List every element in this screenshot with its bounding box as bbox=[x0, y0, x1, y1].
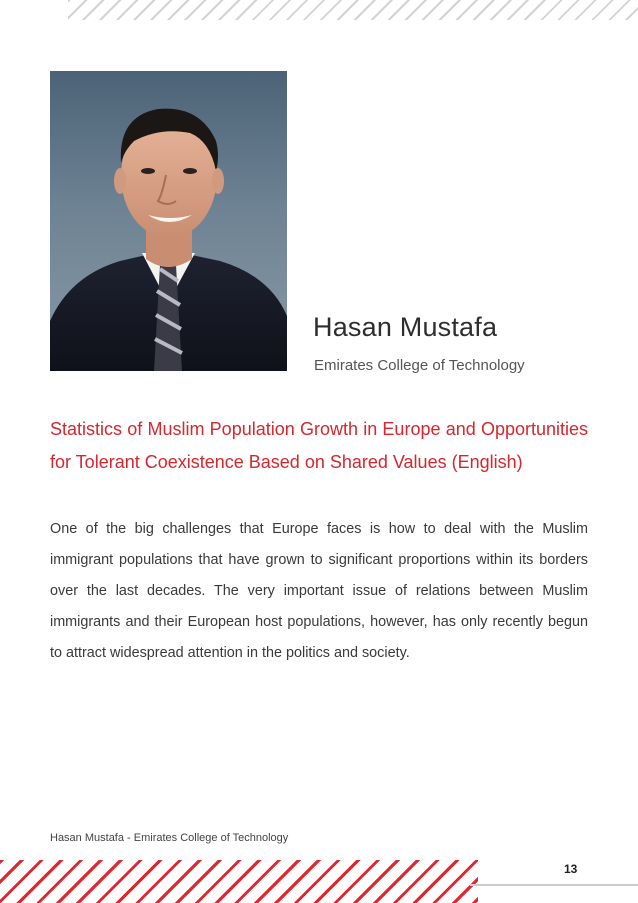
page-number: 13 bbox=[564, 862, 578, 876]
running-footer: Hasan Mustafa - Emirates College of Technology bbox=[50, 832, 289, 844]
talk-abstract: One of the big challenges that Europe faces is how to deal with the Muslim immigrant populations that have grown to significant proportions within its borders over the last decades. The very important issue of relations between Muslim immigrants and their European host populations, however, has only recently begun to attract widespread attention in the politics and society. bbox=[50, 521, 588, 661]
speaker-name: Hasan Mustafa bbox=[313, 312, 498, 342]
bottom-divider bbox=[470, 884, 638, 886]
speaker-portrait bbox=[50, 71, 287, 371]
speaker-affiliation: Emirates College of Technology bbox=[314, 357, 525, 374]
top-decorative-stripes bbox=[68, 0, 638, 20]
bottom-decorative-stripes bbox=[0, 860, 478, 903]
portrait-illustration bbox=[50, 71, 287, 371]
talk-title: Statistics of Muslim Population Growth in Europe and Opportunities for Tolerant Coexistence Based on Shared Values (English) bbox=[50, 419, 588, 472]
